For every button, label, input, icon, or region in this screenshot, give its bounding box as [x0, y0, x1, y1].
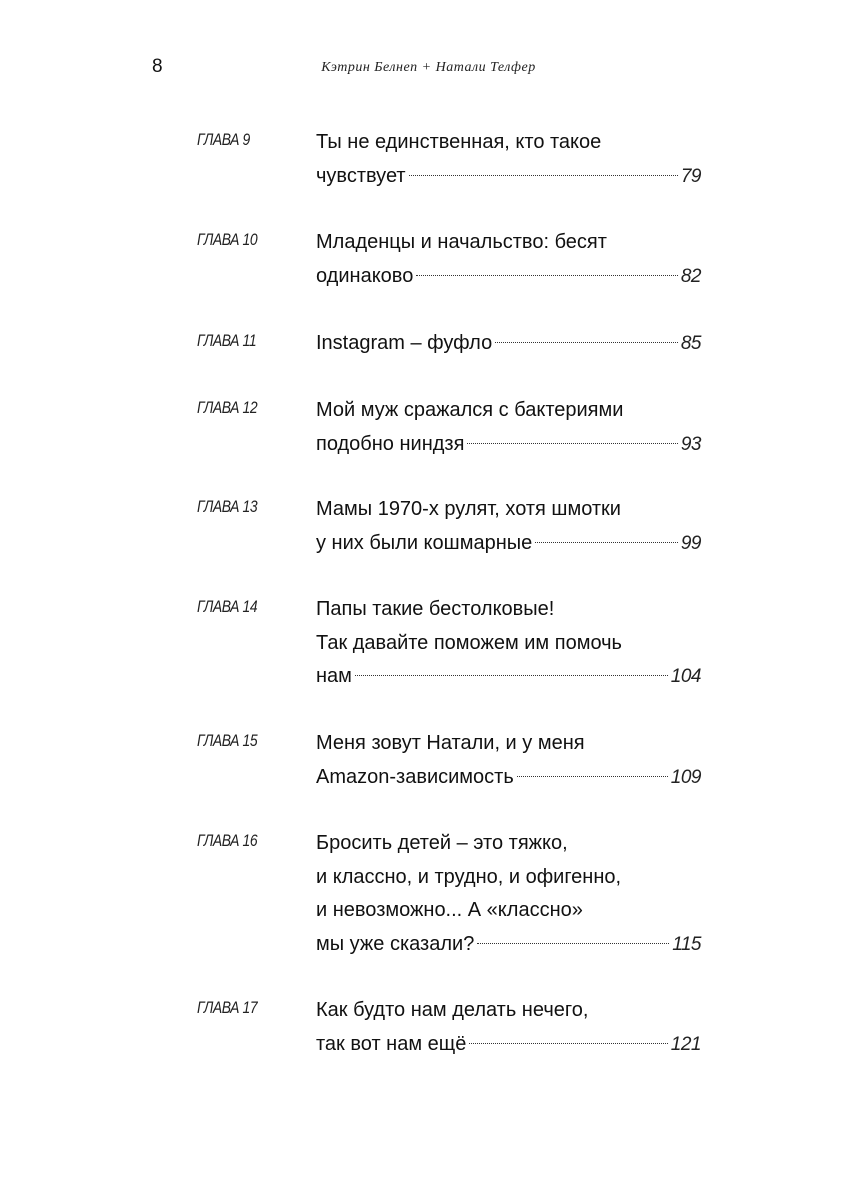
- chapter-label: ГЛАВА 10: [197, 230, 258, 249]
- title-line: Папы такие бестолковые!: [316, 598, 555, 620]
- title-line: Ты не единственная, кто такое: [316, 131, 602, 153]
- chapter-label: ГЛАВА 9: [197, 130, 250, 149]
- title-line: Мой муж сражался с бактериями: [316, 399, 624, 421]
- chapter-label: ГЛАВА 16: [197, 831, 258, 850]
- page-ref: 115: [672, 933, 701, 955]
- title-line: Amazon-зависимость: [316, 765, 514, 788]
- page-ref: 109: [670, 766, 701, 788]
- chapter-label: ГЛАВА 11: [197, 331, 257, 350]
- title-line: Меня зовут Натали, и у меня: [316, 732, 585, 754]
- page-ref: 121: [670, 1033, 701, 1055]
- title-line: подобно ниндзя: [316, 432, 465, 455]
- page-ref: 104: [670, 666, 701, 687]
- title-line: Младенцы и начальство: бесят: [316, 231, 607, 253]
- dot-leader: [495, 342, 678, 343]
- dot-leader: [477, 943, 669, 944]
- title-line: одинаково: [316, 264, 414, 287]
- chapter-label: ГЛАВА 15: [197, 731, 258, 750]
- dot-leader: [467, 443, 677, 444]
- title-line: и классно, и трудно, и офигенно,: [316, 865, 622, 888]
- title-line: Instagram – фуфло: [316, 332, 493, 354]
- page-ref: 79: [680, 165, 701, 187]
- title-line: Мамы 1970-х рулят, хотя шмотки: [316, 498, 621, 520]
- page-number: 8: [152, 56, 163, 77]
- title-line: у них были кошмарные: [316, 531, 533, 554]
- dot-leader: [469, 1043, 667, 1044]
- page-ref: 93: [680, 433, 701, 455]
- title-line: Так давайте поможем им помочь: [316, 631, 622, 654]
- chapter-label: ГЛАВА 17: [197, 998, 258, 1017]
- chapter-label: ГЛАВА 12: [197, 398, 258, 417]
- dot-leader: [409, 175, 678, 176]
- dot-leader: [416, 275, 678, 276]
- page-ref: 82: [680, 265, 701, 287]
- page-ref: 85: [680, 333, 701, 354]
- running-header: Кэтрин Белнеп + Натали Телфер: [321, 60, 536, 75]
- page-ref: 99: [680, 532, 701, 554]
- title-line: Как будто нам делать нечего,: [316, 999, 589, 1021]
- title-line: так вот нам ещё: [316, 1032, 467, 1055]
- title-line: Бросить детей – это тяжко,: [316, 832, 568, 854]
- title-line: чувствует: [316, 164, 406, 187]
- title-line: нам: [316, 665, 352, 687]
- dot-leader: [517, 776, 668, 777]
- dot-leader: [355, 675, 668, 676]
- title-line: и невозможно... А «классно»: [316, 899, 583, 921]
- chapter-label: ГЛАВА 13: [197, 497, 258, 516]
- dot-leader: [535, 542, 678, 543]
- chapter-label: ГЛАВА 14: [197, 597, 258, 616]
- title-line: мы уже сказали?: [316, 932, 475, 955]
